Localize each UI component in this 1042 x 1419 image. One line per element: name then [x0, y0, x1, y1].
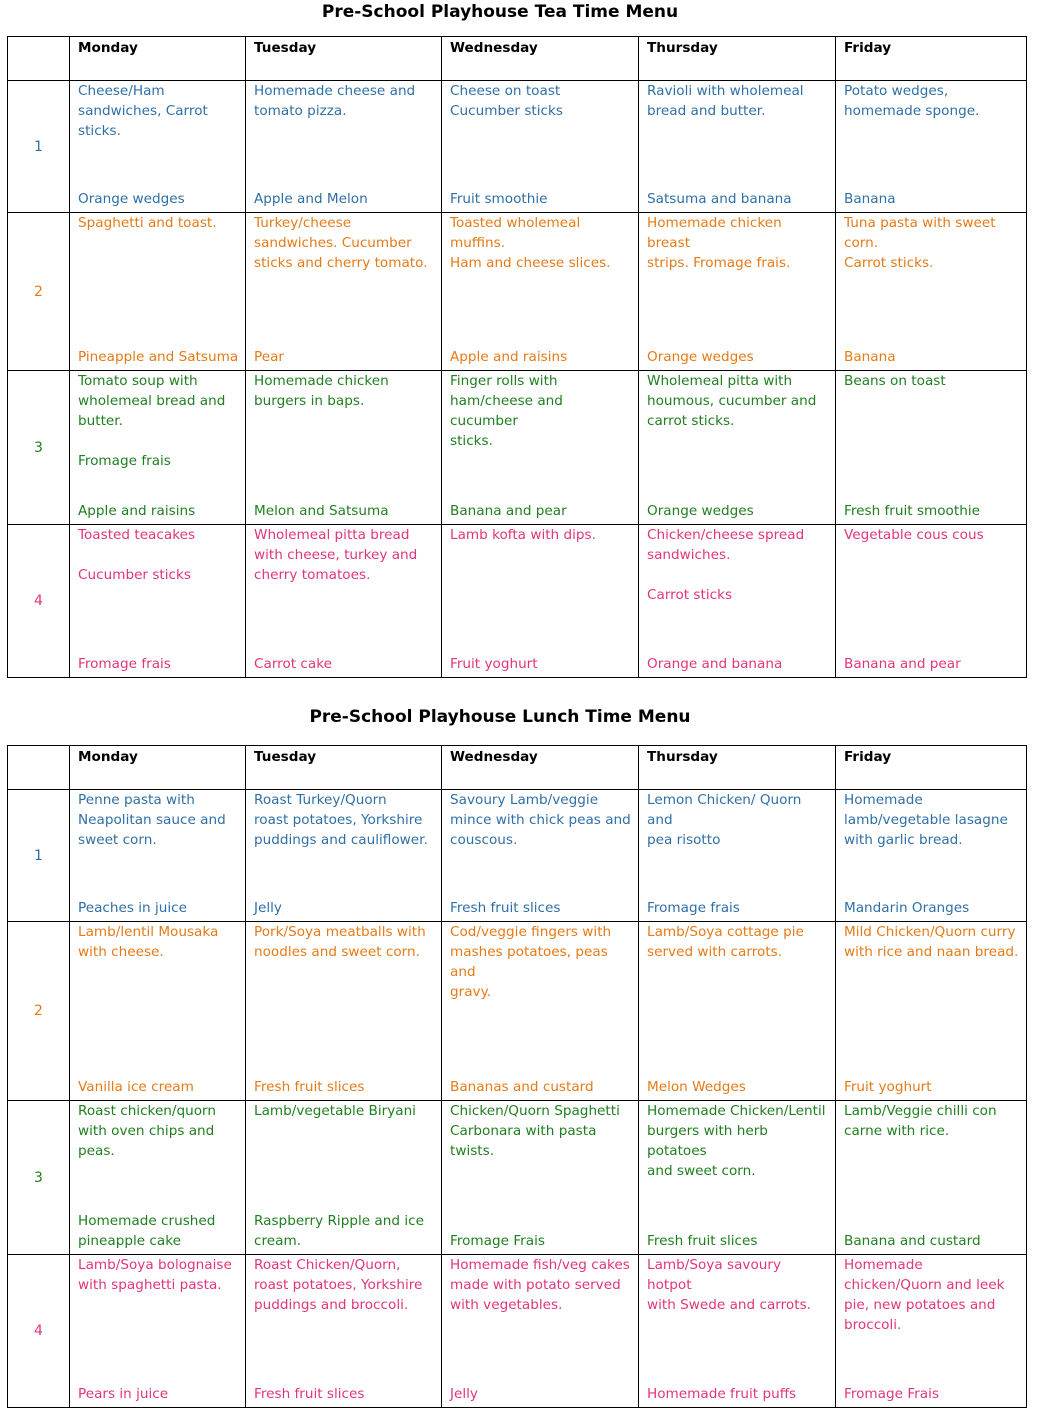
menu-cell-content	[78, 1255, 239, 1406]
main-meal: Pork/Soya meatballs with noodles and sweet corn.	[254, 924, 426, 960]
menu-cell-content	[844, 81, 1020, 211]
meal-block	[254, 1101, 435, 1121]
main-meal: Toasted wholemeal muffins. Ham and cheese slices.	[450, 215, 611, 271]
menu-cell-content	[78, 922, 239, 1099]
dessert: Vanilla ice cream	[78, 1079, 194, 1095]
dessert: Apple and raisins	[78, 503, 196, 519]
meal-block	[78, 213, 239, 233]
day-header: Tuesday	[246, 37, 442, 81]
dessert: Orange and banana	[647, 656, 783, 672]
dessert: Fruit yoghurt	[844, 1079, 932, 1095]
main-meal: Turkey/cheese sandwiches. Cucumber sticks and cherry tomato.	[254, 215, 428, 271]
tea-menu-title: Pre-School Playhouse Tea Time Menu	[321, 2, 679, 22]
menu-cell-content	[254, 1255, 435, 1406]
meal-block	[844, 922, 1020, 962]
day-header: Wednesday	[442, 37, 639, 81]
menu-cell-content	[844, 525, 1020, 676]
meal-block	[450, 790, 632, 850]
menu-cell	[246, 371, 442, 525]
menu-cell	[836, 790, 1027, 922]
menu-cell-content	[78, 525, 239, 676]
menu-cell	[836, 1101, 1027, 1255]
menu-cell-content	[450, 1255, 632, 1406]
menu-cell	[442, 525, 639, 678]
meal-block	[450, 922, 632, 1002]
menu-cell	[836, 81, 1027, 213]
menu-cell	[639, 1255, 836, 1408]
main-meal: Chicken/Quorn Spaghetti Carbonara with pasta twists.	[450, 1103, 620, 1159]
main-meal: Homemade chicken breast strips. Fromage frais.	[647, 215, 791, 271]
dessert: Satsuma and banana	[647, 191, 792, 207]
dessert: Fresh fruit slices	[647, 1233, 758, 1249]
dessert: Apple and Melon	[254, 191, 368, 207]
dessert: Fromage frais	[78, 656, 171, 672]
main-meal: Mild Chicken/Quorn curry with rice and naan bread.	[844, 924, 1019, 960]
meal-block	[647, 525, 829, 605]
menu-cell	[639, 525, 836, 678]
main-meal: Lamb/Soya bolognaise with spaghetti pasta.	[78, 1257, 232, 1293]
meal-block	[844, 525, 1020, 545]
dessert: Fruit yoghurt	[450, 656, 538, 672]
meal-block	[844, 1255, 1020, 1335]
week-number: 1	[8, 790, 70, 922]
meal-block	[647, 1255, 829, 1315]
menu-cell	[70, 525, 246, 678]
menu-cell-content	[78, 1101, 239, 1253]
menu-cell	[836, 922, 1027, 1101]
menu-cell	[639, 790, 836, 922]
meal-block	[254, 1255, 435, 1315]
day-header: Thursday	[639, 746, 836, 790]
side-item: Carrot sticks	[647, 587, 733, 603]
menu-cell-content	[844, 922, 1020, 1099]
meal-block	[844, 371, 1020, 391]
menu-cell-content	[844, 1255, 1020, 1406]
week-number: 2	[8, 922, 70, 1101]
dessert: Fresh fruit slices	[254, 1079, 365, 1095]
menu-cell-content	[254, 922, 435, 1099]
meal-block	[254, 525, 435, 585]
main-meal: Homemade fish/veg cakes made with potato served with vegetables.	[450, 1257, 630, 1313]
week-number: 3	[8, 1101, 70, 1255]
day-header: Tuesday	[246, 746, 442, 790]
meal-block	[78, 790, 239, 850]
menu-cell-content	[647, 371, 829, 523]
main-meal: Vegetable cous cous	[844, 527, 984, 543]
dessert: Fromage Frais	[844, 1386, 939, 1402]
dessert: Fresh fruit smoothie	[844, 503, 980, 519]
main-meal: Lamb/lentil Mousaka with cheese.	[78, 924, 219, 960]
meal-block	[450, 1255, 632, 1315]
main-meal: Penne pasta with Neapolitan sauce and sweet corn.	[78, 792, 226, 848]
menu-cell-content	[78, 371, 239, 523]
dessert: Pear	[254, 349, 284, 365]
menu-cell-content	[254, 1101, 435, 1253]
dessert: Jelly	[254, 900, 282, 916]
dessert: Jelly	[450, 1386, 478, 1402]
main-meal: Homemade cheese and tomato pizza.	[254, 83, 416, 119]
menu-cell-content	[78, 81, 239, 211]
meal-block	[78, 81, 239, 141]
lunch-week-row	[8, 790, 1027, 922]
main-meal: Roast chicken/quorn with oven chips and peas.	[78, 1103, 217, 1159]
main-meal: Homemade Chicken/Lentil burgers with herb potatoes and sweet corn.	[647, 1103, 826, 1179]
week-number: 1	[8, 81, 70, 213]
dessert: Melon Wedges	[647, 1079, 746, 1095]
dessert: Homemade fruit puffs	[647, 1386, 797, 1402]
menu-cell-content	[647, 81, 829, 211]
menu-cell-content	[254, 525, 435, 676]
dessert: Homemade crushed pineapple cake	[78, 1213, 216, 1249]
dessert: Fresh fruit slices	[254, 1386, 365, 1402]
menu-cell-content	[844, 213, 1020, 369]
tea-header-row	[8, 37, 1027, 81]
meal-block	[78, 371, 239, 471]
lunch-week-row	[8, 1101, 1027, 1255]
menu-cell	[442, 371, 639, 525]
main-meal: Lamb/vegetable Biryani	[254, 1103, 416, 1119]
dessert: Orange wedges	[647, 349, 754, 365]
lunch-menu-table	[7, 745, 1027, 1408]
menu-cell	[442, 790, 639, 922]
main-meal: Spaghetti and toast.	[78, 215, 217, 231]
menu-cell	[836, 1255, 1027, 1408]
menu-cell	[836, 525, 1027, 678]
menu-cell	[639, 371, 836, 525]
dessert: Fromage Frais	[450, 1233, 545, 1249]
meal-block	[647, 81, 829, 121]
menu-cell	[639, 922, 836, 1101]
menu-cell	[70, 922, 246, 1101]
menu-cell	[442, 213, 639, 371]
menu-cell	[246, 525, 442, 678]
menu-cell	[442, 922, 639, 1101]
menu-cell-content	[450, 213, 632, 369]
menu-cell-content	[647, 213, 829, 369]
meal-block	[78, 1101, 239, 1161]
meal-block	[78, 525, 239, 585]
main-meal: Beans on toast	[844, 373, 946, 389]
dessert: Peaches in juice	[78, 900, 187, 916]
week-number: 2	[8, 213, 70, 371]
tea-week-row	[8, 213, 1027, 371]
dessert: Pineapple and Satsuma	[78, 349, 239, 365]
menu-cell-content	[78, 213, 239, 369]
main-meal: Lamb kofta with dips.	[450, 527, 596, 543]
meal-block	[844, 1101, 1020, 1141]
dessert: Orange wedges	[647, 503, 754, 519]
dessert: Melon and Satsuma	[254, 503, 389, 519]
day-header: Thursday	[639, 37, 836, 81]
menu-cell	[442, 1101, 639, 1255]
dessert: Banana and pear	[844, 656, 961, 672]
meal-block	[647, 790, 829, 850]
main-meal: Cod/veggie fingers with mashes potatoes, peas and gravy.	[450, 924, 612, 1000]
dessert: Raspberry Ripple and ice cream.	[254, 1213, 424, 1249]
menu-cell-content	[450, 1101, 632, 1253]
dessert: Banana	[844, 191, 896, 207]
menu-cell	[70, 1255, 246, 1408]
meal-block	[254, 213, 435, 273]
menu-cell	[442, 1255, 639, 1408]
menu-cell	[836, 371, 1027, 525]
day-header: Friday	[836, 746, 1027, 790]
meal-block	[647, 1101, 829, 1181]
dessert: Bananas and custard	[450, 1079, 594, 1095]
main-meal: Wholemeal pitta bread with cheese, turkey and cherry tomatoes.	[254, 527, 418, 583]
meal-block	[844, 213, 1020, 273]
meal-block	[647, 922, 829, 962]
menu-cell	[246, 922, 442, 1101]
menu-cell-content	[78, 790, 239, 920]
meal-block	[647, 371, 829, 431]
menu-cell	[70, 371, 246, 525]
lunch-week-row	[8, 1255, 1027, 1408]
menu-cell	[70, 790, 246, 922]
main-meal: Homemade chicken/Quorn and leek pie, new potatoes and broccoli.	[844, 1257, 1005, 1333]
menu-cell	[442, 81, 639, 213]
menu-cell	[246, 213, 442, 371]
dessert: Fruit smoothie	[450, 191, 548, 207]
main-meal: Lemon Chicken/ Quorn and pea risotto	[647, 792, 802, 848]
day-header: Wednesday	[442, 746, 639, 790]
menu-cell-content	[844, 1101, 1020, 1253]
meal-block	[254, 371, 435, 411]
meal-block	[450, 213, 632, 273]
menu-cell-content	[450, 371, 632, 523]
menu-cell-content	[254, 371, 435, 523]
lunch-week-row	[8, 922, 1027, 1101]
menu-cell-content	[647, 525, 829, 676]
tea-week-row	[8, 81, 1027, 213]
main-meal: Homemade lamb/vegetable lasagne with garlic bread.	[844, 792, 1008, 848]
menu-cell	[639, 1101, 836, 1255]
week-number: 4	[8, 1255, 70, 1408]
menu-cell-content	[844, 371, 1020, 523]
day-header: Monday	[70, 746, 246, 790]
main-meal: Cheese on toast Cucumber sticks	[450, 83, 563, 119]
tea-menu-table	[7, 36, 1027, 678]
corner-cell	[8, 746, 70, 790]
meal-block	[254, 790, 435, 850]
main-meal: Lamb/Soya cottage pie served with carrots.	[647, 924, 804, 960]
menu-cell	[639, 81, 836, 213]
meal-block	[254, 922, 435, 962]
menu-cell	[639, 213, 836, 371]
dessert: Banana	[844, 349, 896, 365]
main-meal: Tomato soup with wholemeal bread and butter.	[78, 373, 226, 429]
menu-cell-content	[647, 1101, 829, 1253]
main-meal: Chicken/cheese spread sandwiches.	[647, 527, 805, 563]
menu-cell	[246, 1101, 442, 1255]
main-meal: Potato wedges, homemade sponge.	[844, 83, 980, 119]
dessert: Fresh fruit slices	[450, 900, 561, 916]
meal-block	[844, 790, 1020, 850]
menu-cell-content	[647, 790, 829, 920]
dessert: Banana and pear	[450, 503, 567, 519]
menu-cell-content	[647, 922, 829, 1099]
tea-week-row	[8, 525, 1027, 678]
dessert: Pears in juice	[78, 1386, 169, 1402]
meal-block	[647, 213, 829, 273]
meal-block	[844, 81, 1020, 121]
main-meal: Tuna pasta with sweet corn. Carrot sticks.	[844, 215, 996, 271]
menu-cell-content	[254, 81, 435, 211]
dessert: Apple and raisins	[450, 349, 568, 365]
dessert: Orange wedges	[78, 191, 185, 207]
meal-block	[78, 922, 239, 962]
main-meal: Wholemeal pitta with houmous, cucumber and carrot sticks.	[647, 373, 817, 429]
dessert: Banana and custard	[844, 1233, 981, 1249]
menu-cell	[246, 1255, 442, 1408]
lunch-header-row	[8, 746, 1027, 790]
week-number: 3	[8, 371, 70, 525]
menu-cell-content	[254, 790, 435, 920]
week-number: 4	[8, 525, 70, 678]
side-item: Cucumber sticks	[78, 567, 191, 583]
meal-block	[78, 1255, 239, 1295]
main-meal: Lamb/Veggie chilli con carne with rice.	[844, 1103, 997, 1139]
day-header: Monday	[70, 37, 246, 81]
corner-cell	[8, 37, 70, 81]
menu-cell-content	[450, 922, 632, 1099]
meal-block	[450, 1101, 632, 1161]
main-meal: Cheese/Ham sandwiches, Carrot sticks.	[78, 83, 208, 139]
menu-cell	[246, 790, 442, 922]
menu-cell	[70, 213, 246, 371]
menu-cell-content	[647, 1255, 829, 1406]
meal-block	[450, 371, 632, 451]
tea-week-row	[8, 371, 1027, 525]
meal-block	[450, 525, 632, 545]
day-header: Friday	[836, 37, 1027, 81]
side-item: Fromage frais	[78, 453, 171, 469]
main-meal: Lamb/Soya savoury hotpot with Swede and carrots.	[647, 1257, 811, 1313]
main-meal: Savoury Lamb/veggie mince with chick peas and couscous.	[450, 792, 631, 848]
menu-cell	[246, 81, 442, 213]
dessert: Carrot cake	[254, 656, 332, 672]
meal-block	[254, 81, 435, 121]
meal-block	[450, 81, 632, 121]
main-meal: Finger rolls with ham/cheese and cucumber sticks.	[450, 373, 563, 449]
main-meal: Homemade chicken burgers in baps.	[254, 373, 389, 409]
main-meal: Toasted teacakes	[78, 527, 196, 543]
menu-cell-content	[254, 213, 435, 369]
menu-cell	[836, 213, 1027, 371]
dessert: Mandarin Oranges	[844, 900, 970, 916]
main-meal: Roast Chicken/Quorn, roast potatoes, Yorkshire puddings and broccoli.	[254, 1257, 423, 1313]
menu-cell-content	[450, 525, 632, 676]
main-meal: Roast Turkey/Quorn roast potatoes, Yorkshire puddings and cauliflower.	[254, 792, 428, 848]
lunch-menu-title: Pre-School Playhouse Lunch Time Menu	[309, 707, 691, 727]
main-meal: Ravioli with wholemeal bread and butter.	[647, 83, 804, 119]
menu-cell-content	[844, 790, 1020, 920]
menu-cell-content	[450, 790, 632, 920]
dessert: Fromage frais	[647, 900, 740, 916]
menu-cell	[70, 81, 246, 213]
menu-cell	[70, 1101, 246, 1255]
menu-cell-content	[450, 81, 632, 211]
